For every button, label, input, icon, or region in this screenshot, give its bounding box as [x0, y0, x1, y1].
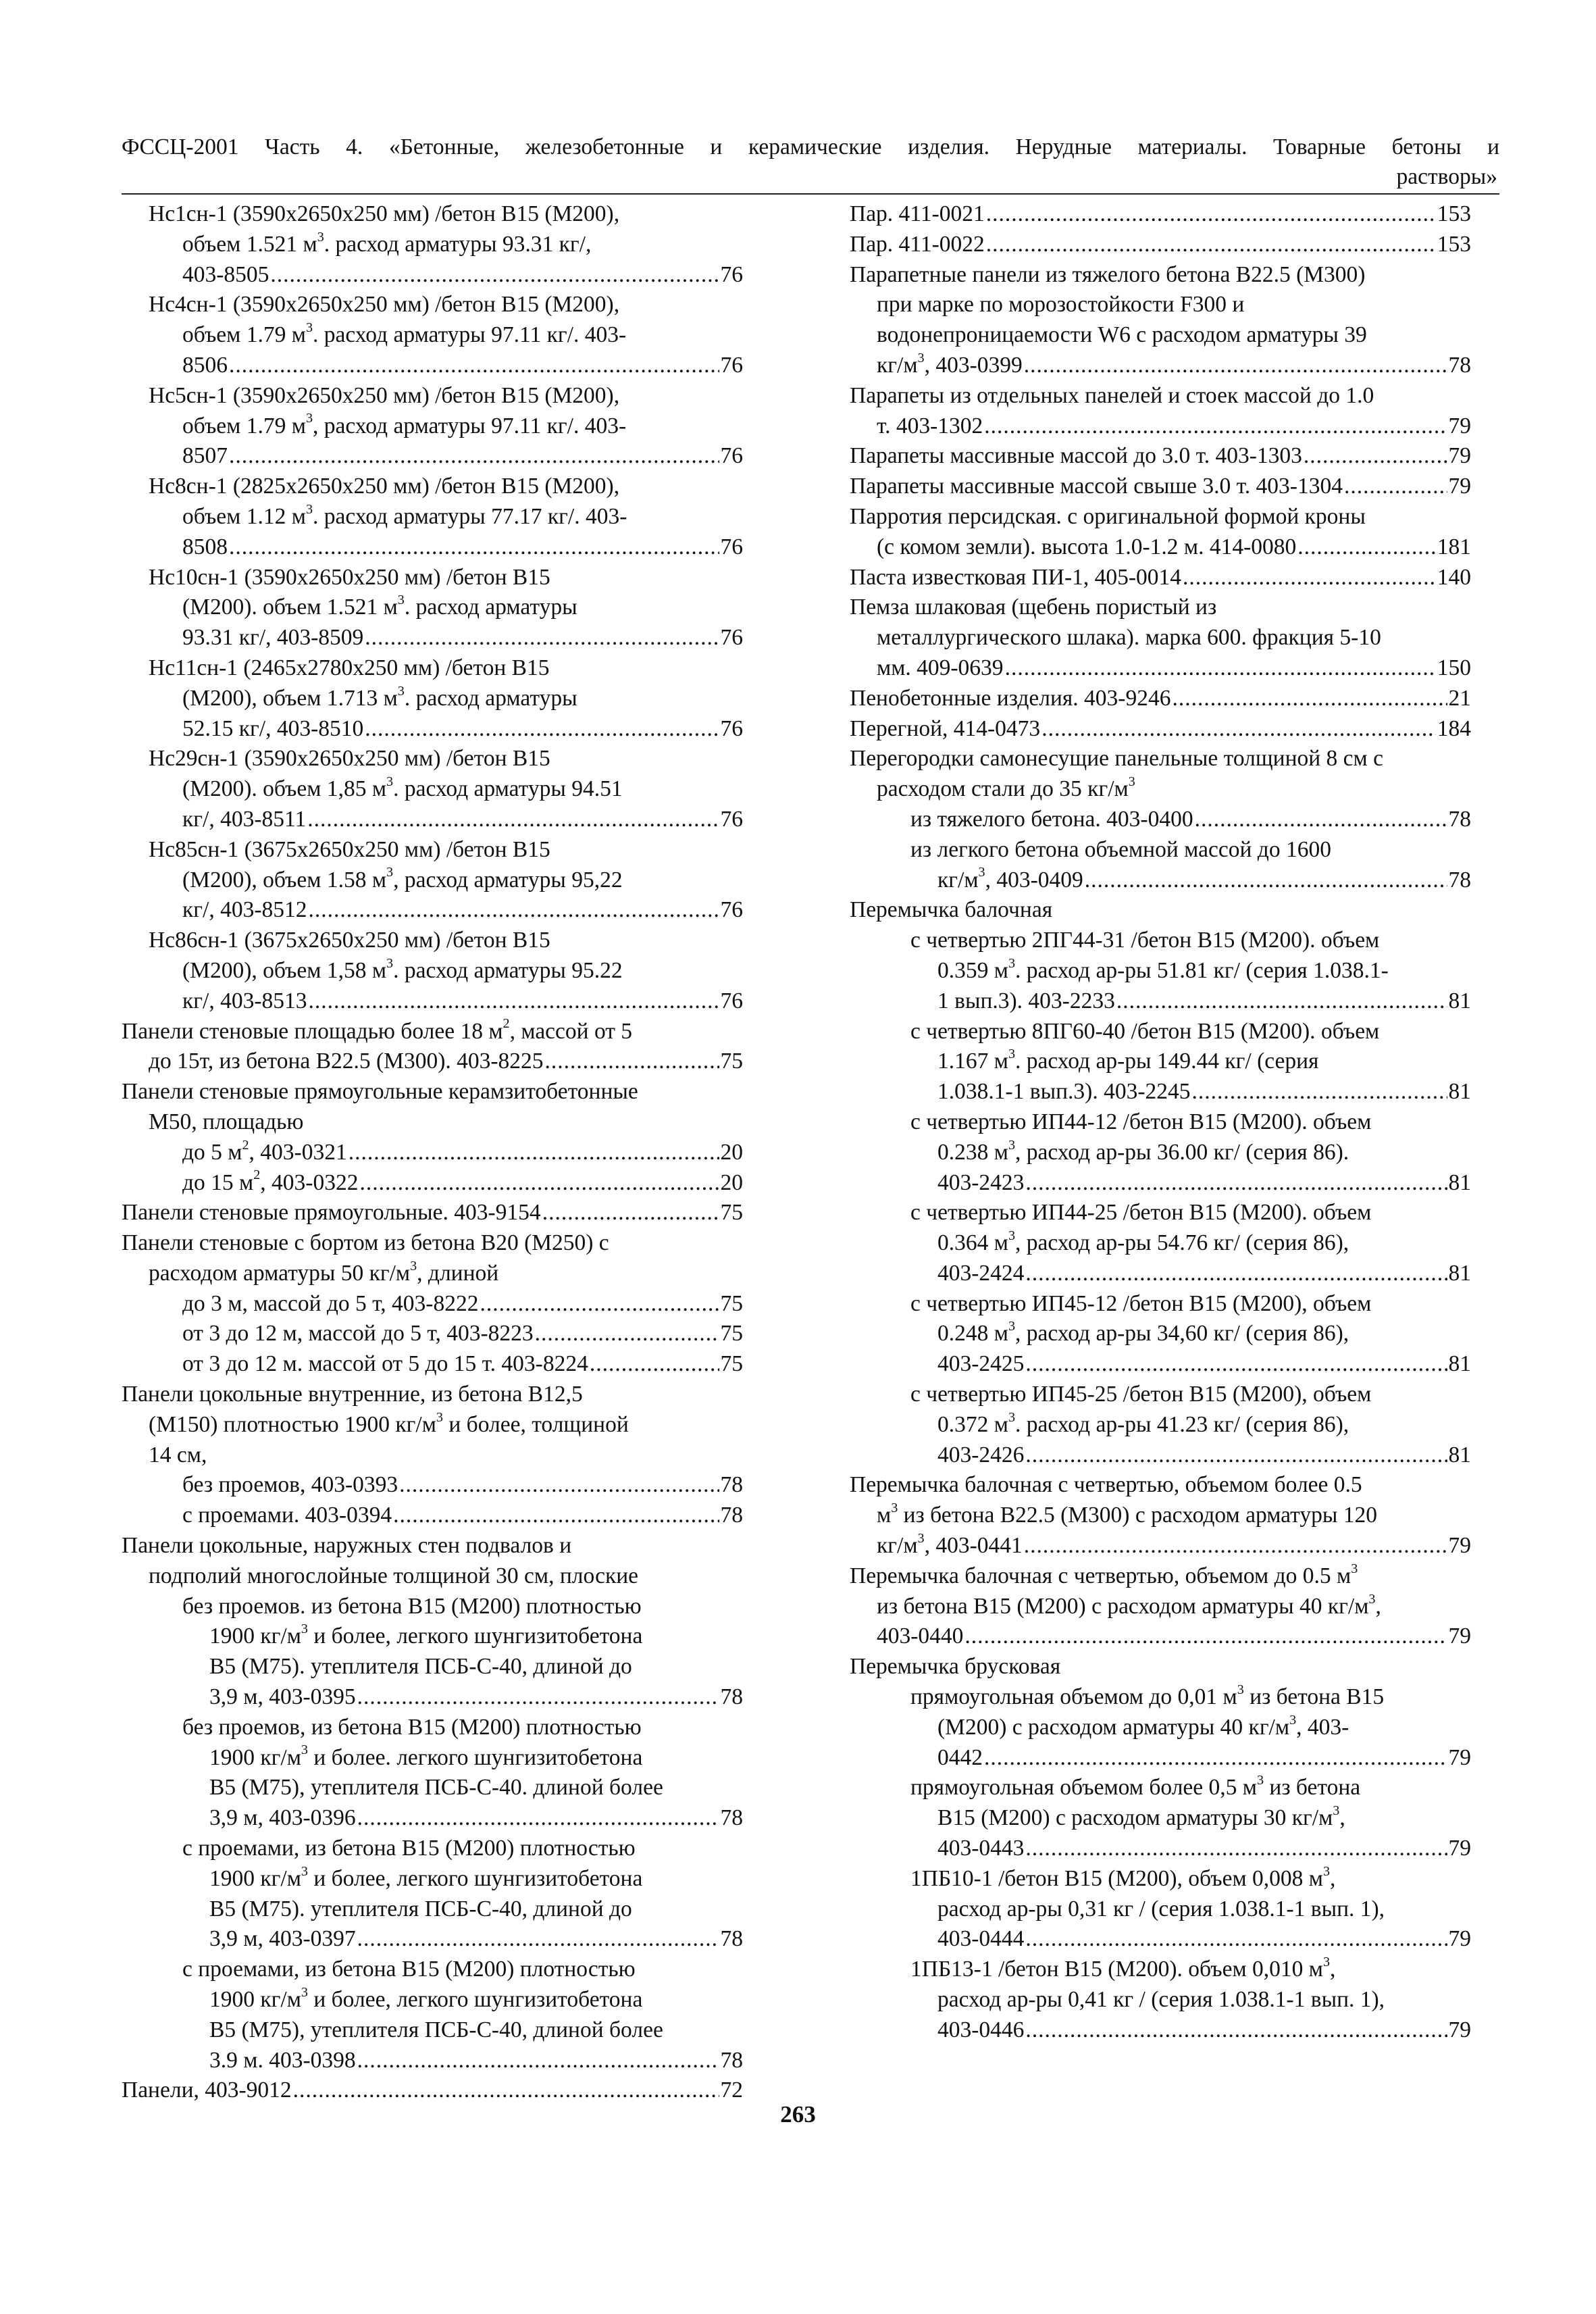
- index-entry-text: (М200). объем 1,85 $м^3$. расход арматуры 94.51: [182, 774, 623, 802]
- index-entry-text: (М200), объем 1.713 $м^3$. расход арматуры: [182, 683, 577, 711]
- index-entry-page: 76: [720, 715, 743, 741]
- index-entry-page: 20: [720, 1139, 743, 1165]
- index-entry-text: В5 (М75), утеплителя ПСБ-С-40. длиной более: [209, 1775, 663, 1801]
- index-entry: [122, 1501, 743, 1531]
- index-entry-page: 75: [720, 1351, 743, 1377]
- index-entry: [850, 1017, 1471, 1107]
- index-entry: [122, 926, 743, 1016]
- index-entry-text: с проемами, из бетона В15 (М200) плотностью: [182, 1836, 636, 1861]
- index-entry-text: (М200) с расходом арматуры 40 $кг/м^3$, 403-: [937, 1712, 1349, 1740]
- index-entry-text: с четвертью ИП44-25 /бетон В15 (М200). объем: [910, 1200, 1372, 1226]
- index-entry-text: (М200). объем 1.521 $м^3$. расход арматуры: [182, 593, 577, 620]
- index-entry-text: 403-2423: [937, 1169, 1025, 1195]
- index-entry-text: прямоугольная объемом до 0,01 $м^3$ из бетона В15: [910, 1682, 1385, 1710]
- index-entry-text: Пемза шлаковая (щебень пористый из: [850, 595, 1217, 620]
- index-entry-text: (М200), объем 1,58 $м^3$. расход арматуры 95.22: [182, 955, 623, 983]
- dot-leader: [1024, 1531, 1447, 1561]
- index-entry-text: Панели стеновые площадью более 18 $м^2$, массой от 5: [122, 1016, 633, 1044]
- index-entry-text: 1ПБ10-1 /бетон В15 (М200), объем 0,008 $м^3$,: [910, 1863, 1336, 1891]
- index-entry-text: с четвертью 2ПГ44-31 /бетон В15 (М200). объем: [910, 928, 1380, 953]
- index-entry-text: Нс11сн-1 (2465х2780х250 мм) /бетон В15: [149, 655, 550, 680]
- index-entry-page: 75: [720, 1200, 743, 1226]
- index-entry-text: расход ар-ры 0,41 кг / (серия 1.038.1-1 вып. 1),: [937, 1987, 1385, 2013]
- index-entry-page: 75: [720, 1049, 743, 1074]
- index-entry-text: Пар. 411-0021: [850, 201, 985, 226]
- index-entry: [122, 563, 743, 653]
- index-entry: [850, 926, 1471, 1016]
- index-entry-text: 1900 $кг/м^3$ и более. легкого шунгизитобетона: [209, 1742, 643, 1770]
- index-entry-page: 75: [720, 1321, 743, 1347]
- index-entry-text: Панели стеновые прямоугольные керамзитобетонные: [122, 1079, 638, 1105]
- index-entry-page: 79: [1448, 413, 1471, 438]
- index-entry-text: Парапеты из отдельных панелей и стоек массой до 1.0: [850, 382, 1374, 408]
- dot-leader: [399, 1470, 719, 1501]
- index-entry-text: Парротия персидская. с оригинальной формой кроны: [850, 503, 1366, 529]
- index-entry-text: 0442: [937, 1744, 983, 1770]
- index-entry-text: 0.238 $м^3$, расход ар-ры 36.00 кг/ (серия 86).: [937, 1137, 1349, 1165]
- index-entry: [122, 1198, 743, 1228]
- index-entry-text: Перемычка брусковая: [850, 1654, 1061, 1680]
- index-entry-text: расходом стали до 35 $кг/м^3$: [877, 774, 1135, 802]
- index-column-right: [850, 199, 1471, 2046]
- dot-leader: [1025, 1259, 1447, 1289]
- index-entry: [122, 1319, 743, 1349]
- index-entry-text: кг/, 403-8512: [182, 897, 307, 923]
- dot-leader: [308, 986, 719, 1017]
- index-entry-page: 81: [1448, 1260, 1471, 1286]
- index-entry-text: 403-8505: [182, 261, 269, 287]
- index-entry: [122, 835, 743, 926]
- index-entry-text: от 3 до 12 м, массой до 5 т, 403-8223: [182, 1321, 534, 1347]
- dot-leader: [535, 1319, 719, 1349]
- index-column-left: [122, 199, 743, 2106]
- index-entry-page: 81: [1448, 1351, 1471, 1377]
- dot-leader: [1172, 684, 1447, 714]
- index-entry-text: 0.364 $м^3$, расход ар-ры 54.76 кг/ (серия 86),: [937, 1228, 1349, 1256]
- index-entry-page: 21: [1448, 685, 1471, 711]
- index-entry: [122, 653, 743, 744]
- index-entry-text: $кг/м^3$, 403-0399: [877, 350, 1023, 378]
- dot-leader: [1025, 2015, 1447, 2046]
- index-entry-text: 1900 $кг/м^3$ и более, легкого шунгизитобетона: [209, 1984, 643, 2013]
- index-entry-text: Нс85сн-1 (3675х2650х250 мм) /бетон В15: [149, 836, 550, 862]
- index-entry-page: 78: [720, 1472, 743, 1498]
- dot-leader: [1041, 714, 1436, 745]
- index-entry-text: Пенобетонные изделия. 403-9246: [850, 685, 1171, 711]
- index-entry-text: Панели стеновые с бортом из бетона В20 (М250) с: [122, 1230, 609, 1256]
- index-entry-page: 76: [720, 443, 743, 469]
- dot-leader: [590, 1349, 719, 1380]
- dot-leader: [365, 623, 719, 653]
- index-entry-text: до 5 $м^2$, 403-0321: [182, 1137, 347, 1165]
- dot-leader: [229, 351, 719, 381]
- index-entry: [850, 835, 1471, 896]
- index-entry-page: 79: [1448, 443, 1471, 469]
- dot-leader: [1025, 1440, 1447, 1471]
- dot-leader: [1024, 351, 1447, 381]
- running-header-continuation: растворы»: [1396, 164, 1497, 189]
- index-entry-page: 76: [720, 534, 743, 559]
- index-entry-text: Перегородки самонесущие панельные толщиной 8 см с: [850, 746, 1383, 772]
- header-rule: [122, 193, 1499, 195]
- index-entry-page: 78: [720, 1503, 743, 1528]
- dot-leader: [1116, 986, 1447, 1017]
- index-entry: [850, 199, 1471, 230]
- index-entry: [122, 1592, 743, 1713]
- index-entry-text: Панели, 403-9012: [122, 2078, 292, 2103]
- index-entry-text: Нс8сн-1 (2825х2650х250 мм) /бетон В15 (М200),: [149, 474, 620, 499]
- index-entry-text: Парапетные панели из тяжелого бетона В22.5 (М300): [850, 261, 1366, 287]
- index-entry: [850, 593, 1471, 683]
- index-entry-text: 0.359 $м^3$. расход ар-ры 51.81 кг/ (серия 1.038.1-: [937, 955, 1389, 983]
- index-entry-text: объем 1.12 $м^3$. расход арматуры 77.17 кг/. 403-: [182, 501, 627, 529]
- dot-leader: [542, 1198, 719, 1228]
- index-entry-text: с четвертью ИП45-12 /бетон В15 (М200), объем: [910, 1290, 1372, 1316]
- dot-leader: [1005, 653, 1436, 684]
- index-entry-text: с четвертью 8ПГ60-40 /бетон В15 (М200). объем: [910, 1018, 1380, 1044]
- dot-leader: [393, 1501, 719, 1531]
- index-entry: [850, 1470, 1471, 1561]
- index-entry: [122, 744, 743, 834]
- index-entry-text: (М200), объем 1.58 $м^3$, расход арматуры 95,22: [182, 865, 623, 892]
- index-entry-text: без проемов. из бетона В15 (М200) плотностью: [182, 1593, 642, 1619]
- index-entry-page: 76: [720, 988, 743, 1013]
- index-entry-text: 403-0446: [937, 2017, 1025, 2042]
- index-entry-text: Нс10сн-1 (3590х2650х250 мм) /бетон В15: [149, 564, 550, 590]
- index-entry-page: 81: [1448, 1169, 1471, 1195]
- index-entry: [122, 1713, 743, 1834]
- index-entry: [122, 1955, 743, 2076]
- index-entry-text: $м^3$ из бетона В22.5 (М300) с расходом арматуры 120: [877, 1501, 1378, 1528]
- index-entry-text: 3,9 м, 403-0395: [209, 1684, 356, 1710]
- index-entry: [850, 1198, 1471, 1288]
- index-entry: [850, 1682, 1471, 1773]
- index-entry: [122, 1017, 743, 1078]
- index-entry-text: мм. 409-0639: [877, 655, 1004, 680]
- index-entry-text: Нс86сн-1 (3675х2650х250 мм) /бетон В15: [149, 928, 550, 953]
- index-entry: [850, 502, 1471, 563]
- index-entry-text: В5 (М75). утеплителя ПСБ-С-40, длиной до: [209, 1896, 632, 1921]
- index-entry: [850, 230, 1471, 260]
- index-entry-text: при марке по морозостойкости F300 и: [877, 292, 1245, 318]
- index-entry-text: 403-0443: [937, 1836, 1025, 1861]
- index-entry: [122, 381, 743, 472]
- index-entry-text: 8506: [182, 352, 228, 378]
- index-entry: [122, 1228, 743, 1289]
- index-entry-text: без проемов, 403-0393: [182, 1472, 398, 1498]
- index-entry-text: М50, площадью: [149, 1109, 304, 1134]
- index-entry-text: В15 (М200) с расходом арматуры 30 $кг/м^3$,: [937, 1803, 1345, 1831]
- index-entry-page: 76: [720, 261, 743, 287]
- dot-leader: [357, 1682, 719, 1713]
- index-entry-text: 0.372 $м^3$. расход ар-ры 41.23 кг/ (серия 86),: [937, 1409, 1349, 1437]
- index-entry-text: (с комом земли). высота 1.0-1.2 м. 414-0080: [877, 534, 1297, 559]
- index-entry-text: В5 (М75). утеплителя ПСБ-С-40, длиной до: [209, 1654, 632, 1680]
- index-entry-page: 81: [1448, 1079, 1471, 1105]
- dot-leader: [1297, 532, 1435, 563]
- index-entry: [850, 895, 1471, 926]
- dot-leader: [359, 1168, 719, 1199]
- index-entry-text: 0.248 $м^3$, расход ар-ры 34,60 кг/ (серия 86),: [937, 1319, 1349, 1347]
- index-entry: [850, 1652, 1471, 1682]
- index-entry-text: без проемов, из бетона В15 (М200) плотностью: [182, 1714, 642, 1740]
- dot-leader: [964, 1621, 1447, 1652]
- index-entry-page: 153: [1437, 201, 1471, 226]
- index-entry-text: 403-2426: [937, 1442, 1025, 1467]
- dot-leader: [1304, 441, 1447, 472]
- index-entry-page: 153: [1437, 231, 1471, 257]
- dot-leader: [1344, 472, 1447, 502]
- dot-leader: [1085, 865, 1447, 896]
- index-entry: [850, 1773, 1471, 1863]
- index-entry-text: Панели цокольные, наружных стен подвалов и: [122, 1533, 572, 1559]
- index-entry-text: до 3 м, массой до 5 т, 403-8222: [182, 1290, 479, 1316]
- index-entry-text: 1.038.1-1 вып.3). 403-2245: [937, 1079, 1191, 1105]
- index-entry: [850, 805, 1471, 835]
- index-entry-text: из бетона В15 (М200) с расходом арматуры 40 $кг/м^3$,: [877, 1591, 1381, 1619]
- index-entry: [850, 714, 1471, 745]
- index-entry-text: Нс5сн-1 (3590х2650х250 мм) /бетон В15 (М200),: [149, 382, 620, 408]
- dot-leader: [1183, 563, 1436, 593]
- dot-leader: [1025, 1168, 1447, 1199]
- index-entry-text: 93.31 кг/, 403-8509: [182, 625, 364, 651]
- index-entry-text: 1900 $кг/м^3$ и более, легкого шунгизитобетона: [209, 1621, 643, 1649]
- index-entry-text: 403-2424: [937, 1260, 1025, 1286]
- index-entry-text: расходом арматуры 50 $кг/м^3$, длиной: [149, 1258, 499, 1286]
- index-entry-page: 78: [720, 1926, 743, 1952]
- index-entry: [850, 441, 1471, 472]
- dot-leader: [349, 1138, 719, 1168]
- index-entry: [122, 199, 743, 290]
- index-entry-text: Парапеты массивные массой свыше 3.0 т. 403-1304: [850, 474, 1343, 499]
- index-entry-page: 79: [1448, 2017, 1471, 2042]
- index-entry: [122, 472, 743, 562]
- index-entry-text: 1 вып.3). 403-2233: [937, 988, 1115, 1013]
- index-entry: [850, 472, 1471, 502]
- index-entry-text: объем 1.521 $м^3$. расход арматуры 93.31 кг/,: [182, 229, 592, 257]
- index-entry-text: до 15т, из бетона В22.5 (М300). 403-8225: [149, 1049, 544, 1074]
- index-entry-page: 150: [1437, 655, 1471, 680]
- index-entry-page: 78: [1448, 867, 1471, 892]
- index-entry-text: В5 (М75), утеплителя ПСБ-С-40, длиной более: [209, 2017, 663, 2042]
- page-number: 263: [780, 2101, 816, 2128]
- index-entry-page: 76: [720, 352, 743, 378]
- dot-leader: [308, 895, 719, 926]
- index-entry-text: 14 см,: [149, 1442, 207, 1467]
- index-entry: [850, 684, 1471, 714]
- dot-leader: [229, 441, 719, 472]
- index-entry-text: прямоугольная объемом более 0,5 $м^3$ из бетона: [910, 1773, 1361, 1801]
- index-entry-text: 8507: [182, 443, 228, 469]
- index-entry-text: Парапеты массивные массой до 3.0 т. 403-1303: [850, 443, 1302, 469]
- index-entry-text: 403-0444: [937, 1926, 1025, 1952]
- index-entry-page: 78: [720, 1684, 743, 1710]
- dot-leader: [365, 714, 719, 745]
- index-entry-text: водонепроницаемости W6 с расходом арматуры 39: [877, 322, 1367, 348]
- index-entry-text: 3.9 м. 403-0398: [209, 2047, 356, 2073]
- index-entry-text: 1ПБ13-1 /бетон В15 (М200). объем 0,010 $м^3$,: [910, 1955, 1336, 1982]
- index-entry-page: 78: [720, 1805, 743, 1831]
- dot-leader: [1195, 805, 1447, 835]
- index-entry-text: 1900 $кг/м^3$ и более, легкого шунгизитобетона: [209, 1863, 643, 1891]
- index-entry-page: 78: [1448, 352, 1471, 378]
- index-entry-page: 76: [720, 806, 743, 832]
- index-entry-page: 76: [720, 897, 743, 923]
- index-entry: [850, 381, 1471, 442]
- index-entry: [122, 1289, 743, 1319]
- index-entry: [122, 1077, 743, 1138]
- index-entry-text: расход ар-ры 0,31 кг / (серия 1.038.1-1 вып. 1),: [937, 1896, 1385, 1921]
- index-entry: [850, 1289, 1471, 1380]
- index-entry-text: Перемычка балочная с четвертью, объемом до 0.5 $м^3$: [850, 1561, 1358, 1588]
- index-entry: [122, 290, 743, 380]
- index-entry-text: 1.167 $м^3$. расход ар-ры 149.44 кг/ (серия: [937, 1047, 1319, 1074]
- index-entry-page: 78: [1448, 806, 1471, 832]
- dot-leader: [1025, 1834, 1447, 1864]
- index-entry-text: (М150) плотностью 1900 $кг/м^3$ и более, толщиной: [149, 1409, 629, 1437]
- index-entry-page: 184: [1437, 715, 1471, 741]
- dot-leader: [1025, 1349, 1447, 1380]
- dot-leader: [1025, 1924, 1447, 1955]
- index-entry-text: Перемычка балочная с четвертью, объемом более 0.5: [850, 1472, 1362, 1498]
- index-entry-text: Перегной, 414-0473: [850, 715, 1041, 741]
- index-entry: [850, 1561, 1471, 1652]
- index-entry: [850, 563, 1471, 593]
- index-entry-text: 3,9 м, 403-0397: [209, 1926, 356, 1952]
- index-entry-page: 140: [1437, 564, 1471, 590]
- dot-leader: [1191, 1077, 1447, 1107]
- index-entry-text: металлургического шлака). марка 600. фракция 5-10: [877, 625, 1381, 651]
- index-entry-text: из легкого бетона объемной массой до 1600: [910, 836, 1331, 862]
- index-entry: [122, 1168, 743, 1199]
- index-entry-page: 79: [1448, 1624, 1471, 1649]
- index-entry: [850, 1864, 1471, 1955]
- index-entry: [850, 1380, 1471, 1470]
- index-entry-text: кг/, 403-8511: [182, 806, 307, 832]
- index-entry-text: с четвертью ИП45-25 /бетон В15 (М200), объем: [910, 1382, 1372, 1407]
- index-entry-page: 81: [1448, 1442, 1471, 1467]
- dot-leader: [986, 199, 1436, 230]
- index-entry-text: Нс1сн-1 (3590х2650х250 мм) /бетон В15 (М200),: [149, 201, 620, 226]
- index-entry-text: 3,9 м, 403-0396: [209, 1805, 356, 1831]
- index-entry-page: 75: [720, 1290, 743, 1316]
- index-entry-text: Панели цокольные внутренние, из бетона В12,5: [122, 1382, 583, 1407]
- index-entry-page: 20: [720, 1169, 743, 1195]
- index-entry: [850, 1107, 1471, 1198]
- dot-leader: [480, 1289, 719, 1319]
- running-header: ФССЦ-2001 Часть 4. «Бетонные, железобетонные и керамические изделия. Нерудные материалы. Товарные бетоны и: [122, 134, 1499, 159]
- index-entry: [850, 260, 1471, 381]
- index-entry-text: подполий многослойные толщиной 30 см, плоские: [149, 1563, 639, 1588]
- index-entry-page: 76: [720, 625, 743, 651]
- index-entry-text: объем 1.79 $м^3$, расход арматуры 97.11 кг/. 403-: [182, 411, 627, 438]
- dot-leader: [270, 260, 719, 291]
- dot-leader: [545, 1047, 719, 1077]
- index-entry-text: от 3 до 12 м. массой от 5 до 15 т. 403-8224: [182, 1351, 588, 1377]
- index-entry: [122, 1834, 743, 1955]
- dot-leader: [984, 411, 1447, 442]
- index-entry: [122, 1138, 743, 1168]
- index-entry-text: 52.15 кг/, 403-8510: [182, 715, 364, 741]
- index-entry-text: $кг/м^3$, 403-0409: [937, 865, 1083, 892]
- index-entry: [122, 1470, 743, 1501]
- index-entry: [122, 1380, 743, 1470]
- index-entry-text: т. 403-1302: [877, 413, 983, 438]
- index-entry: [122, 1349, 743, 1380]
- index-entry-page: 72: [720, 2078, 743, 2103]
- index-entry: [850, 744, 1471, 805]
- index-entry-text: из тяжелого бетона. 403-0400: [910, 806, 1193, 832]
- index-entry-text: Панели стеновые прямоугольные. 403-9154: [122, 1200, 541, 1226]
- index-entry-text: Перемычка балочная: [850, 897, 1053, 923]
- index-entry-page: 78: [720, 2047, 743, 2073]
- index-entry-page: 181: [1437, 534, 1471, 559]
- index-entry-text: Нс4сн-1 (3590х2650х250 мм) /бетон В15 (М200),: [149, 292, 620, 318]
- dot-leader: [229, 532, 719, 563]
- index-entry-text: 8508: [182, 534, 228, 559]
- index-entry-page: 79: [1448, 1836, 1471, 1861]
- index-entry-page: 79: [1448, 1533, 1471, 1559]
- dot-leader: [357, 1803, 719, 1834]
- index-entry-text: объем 1.79 $м^3$. расход арматуры 97.11 кг/. 403-: [182, 320, 627, 348]
- index-entry-page: 81: [1448, 988, 1471, 1013]
- index-entry-text: 403-0440: [877, 1624, 964, 1649]
- index-entry-text: до 15 $м^2$, 403-0322: [182, 1167, 359, 1195]
- index-entry-page: 79: [1448, 1744, 1471, 1770]
- index-entry: [850, 1955, 1471, 2045]
- index-entry-text: с четвертью ИП44-12 /бетон В15 (М200). объем: [910, 1109, 1372, 1134]
- dot-leader: [357, 1924, 719, 1955]
- index-entry-text: с проемами, из бетона В15 (М200) плотностью: [182, 1957, 636, 1982]
- index-entry-page: 79: [1448, 474, 1471, 499]
- dot-leader: [307, 805, 719, 835]
- index-entry-text: Пар. 411-0022: [850, 231, 985, 257]
- index-entry-text: Нс29сн-1 (3590х2650х250 мм) /бетон В15: [149, 746, 550, 772]
- index-entry-text: $кг/м^3$, 403-0441: [877, 1530, 1023, 1559]
- index-entry-text: 403-2425: [937, 1351, 1025, 1377]
- index-entry-text: кг/, 403-8513: [182, 988, 307, 1013]
- index-entry-text: Паста известковая ПИ-1, 405-0014: [850, 564, 1182, 590]
- dot-leader: [984, 1743, 1447, 1774]
- dot-leader: [986, 230, 1436, 260]
- index-entry-text: с проемами. 403-0394: [182, 1503, 392, 1528]
- index-entry-page: 79: [1448, 1926, 1471, 1952]
- dot-leader: [357, 2046, 719, 2076]
- index-entry: [122, 1531, 743, 1592]
